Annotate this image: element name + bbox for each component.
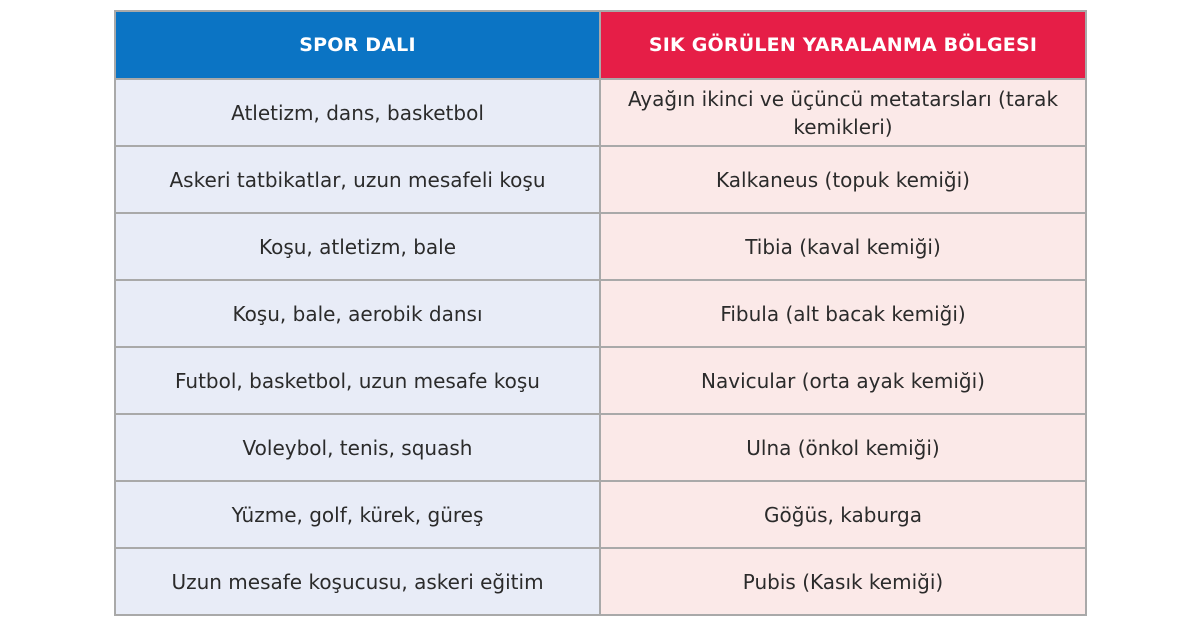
cell-sport: Askeri tatbikatlar, uzun mesafeli koşu <box>115 146 600 213</box>
cell-injury-region: Tibia (kaval kemiği) <box>600 213 1086 280</box>
table-row <box>115 280 1086 347</box>
cell-sport: Koşu, atletizm, bale <box>115 213 600 280</box>
table-header-row <box>115 11 1086 79</box>
table-row <box>115 347 1086 414</box>
table-row <box>115 213 1086 280</box>
header-sport: SPOR DALI <box>115 11 600 79</box>
table-row <box>115 414 1086 481</box>
header-injury-region: SIK GÖRÜLEN YARALANMA BÖLGESI <box>600 11 1086 79</box>
cell-injury-region: Ayağın ikinci ve üçüncü metatarsları (tarak kemikleri) <box>600 79 1086 146</box>
injury-table-container <box>114 10 1085 616</box>
cell-injury-region: Pubis (Kasık kemiği) <box>600 548 1086 615</box>
table-row <box>115 481 1086 548</box>
cell-injury-region: Ulna (önkol kemiği) <box>600 414 1086 481</box>
cell-sport: Uzun mesafe koşucusu, askeri eğitim <box>115 548 600 615</box>
cell-sport: Koşu, bale, aerobik dansı <box>115 280 600 347</box>
cell-injury-region: Fibula (alt bacak kemiği) <box>600 280 1086 347</box>
cell-injury-region: Navicular (orta ayak kemiği) <box>600 347 1086 414</box>
cell-sport: Voleybol, tenis, squash <box>115 414 600 481</box>
table-row <box>115 79 1086 146</box>
cell-injury-region: Kalkaneus (topuk kemiği) <box>600 146 1086 213</box>
cell-sport: Futbol, basketbol, uzun mesafe koşu <box>115 347 600 414</box>
cell-sport: Atletizm, dans, basketbol <box>115 79 600 146</box>
injury-table <box>114 10 1087 616</box>
cell-sport: Yüzme, golf, kürek, güreş <box>115 481 600 548</box>
cell-injury-region: Göğüs, kaburga <box>600 481 1086 548</box>
table-row <box>115 146 1086 213</box>
table-row <box>115 548 1086 615</box>
